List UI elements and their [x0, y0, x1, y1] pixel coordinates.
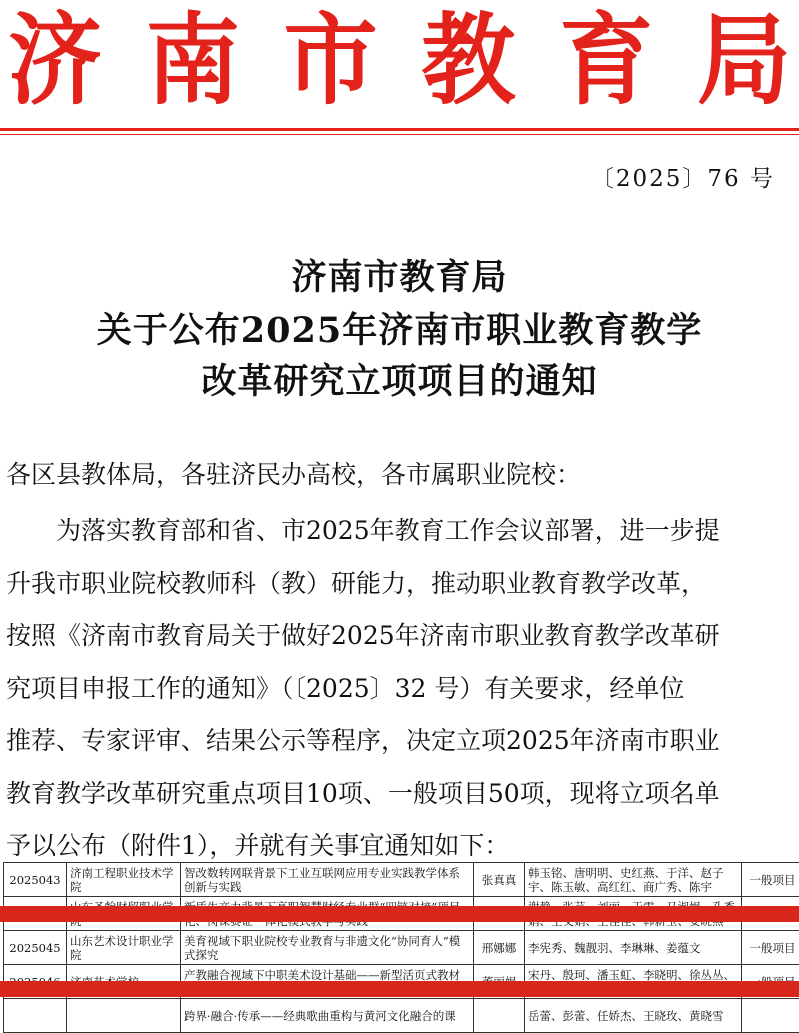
cell-type: 一般项目: [742, 863, 799, 897]
cell-type: [742, 999, 799, 1033]
cell-type: 一般项目: [742, 931, 799, 965]
letterhead-char: 南: [146, 12, 240, 111]
cell-members: 岳蕾、彭蕾、任娇杰、王晓玫、黄晓雪: [525, 999, 742, 1033]
letterhead-char: 市: [284, 12, 378, 111]
cell-members: 韩玉铭、唐明明、史红燕、于洋、赵子宇、陈玉敏、高红红、商广秀、陈宇: [525, 863, 742, 897]
cell-unit: [67, 999, 181, 1033]
letterhead-char: 教: [421, 12, 515, 111]
cell-members: 宋丹、殷珂、潘玉虹、李晓明、徐丛丛、: [525, 965, 742, 999]
body-line: 教育教学改革研究重点项目10项、一般项目50项，现将立项名单: [6, 768, 796, 821]
recipient-line: 各区县教体局，各驻济民办高校，各市属职业院校：: [6, 455, 581, 491]
body-line: 究项目申报工作的通知》（〔2025〕32 号）有关要求，经单位: [6, 663, 796, 716]
letterhead: [0, 0, 799, 122]
document-number: 〔2025〕76 号: [591, 160, 775, 193]
letterhead-char: 济: [8, 12, 102, 111]
table-row: [4, 999, 799, 1033]
cell-number: 2025043: [4, 863, 67, 897]
header-rule-thick: [0, 128, 799, 131]
table-row: [4, 931, 799, 965]
letterhead-char: 育: [559, 12, 653, 111]
cell-project: 美育视域下职业院校专业教育与非遗文化“协同育人”模式探究: [181, 931, 474, 965]
redaction-bar: [0, 981, 799, 997]
cell-unit: 济南工程职业技术学院: [67, 863, 181, 897]
body-line: 按照《济南市教育局关于做好2025年济南市职业教育教学改革研: [6, 610, 796, 663]
cell-project: 产教融合视域下中职美术设计基础——新型活页式教材: [181, 965, 474, 999]
redaction-bar: [0, 906, 799, 922]
body-line: 推荐、专家评审、结果公示等程序，决定立项2025年济南市职业: [6, 715, 796, 768]
attachment-table: [3, 862, 799, 1033]
title-line-1: 济南市教育局: [0, 250, 799, 300]
cell-project: 智改数转网联背景下工业互联网应用专业实践教学体系创新与实践: [181, 863, 474, 897]
cell-leader: 邢娜娜: [474, 931, 525, 965]
body-line: 升我市职业院校教师科（教）研能力，推动职业教育教学改革，: [6, 558, 796, 611]
title-line-2: 关于公布2025年济南市职业教育教学: [0, 303, 799, 353]
body-line: 为落实教育部和省、市2025年教育工作会议部署，进一步提: [6, 505, 796, 558]
cell-number: [4, 999, 67, 1033]
body-line: 予以公布（附件1），并就有关事宜通知如下：: [6, 820, 796, 873]
cell-project: 跨界·融合·传承——经典歌曲重构与黄河文化融合的课: [181, 999, 474, 1033]
cell-leader: [474, 999, 525, 1033]
cell-unit: 山东艺术设计职业学院: [67, 931, 181, 965]
cell-number: 2025045: [4, 931, 67, 965]
cell-leader: 张真真: [474, 863, 525, 897]
header-rule-thin: [0, 134, 799, 135]
letterhead-char: 局: [697, 12, 791, 111]
body-paragraph: [6, 505, 796, 873]
cell-members: 李宪秀、魏靓羽、李琳琳、姜蕴文: [525, 931, 742, 965]
table-row: [4, 863, 799, 897]
title-line-3: 改革研究立项项目的通知: [0, 354, 799, 404]
